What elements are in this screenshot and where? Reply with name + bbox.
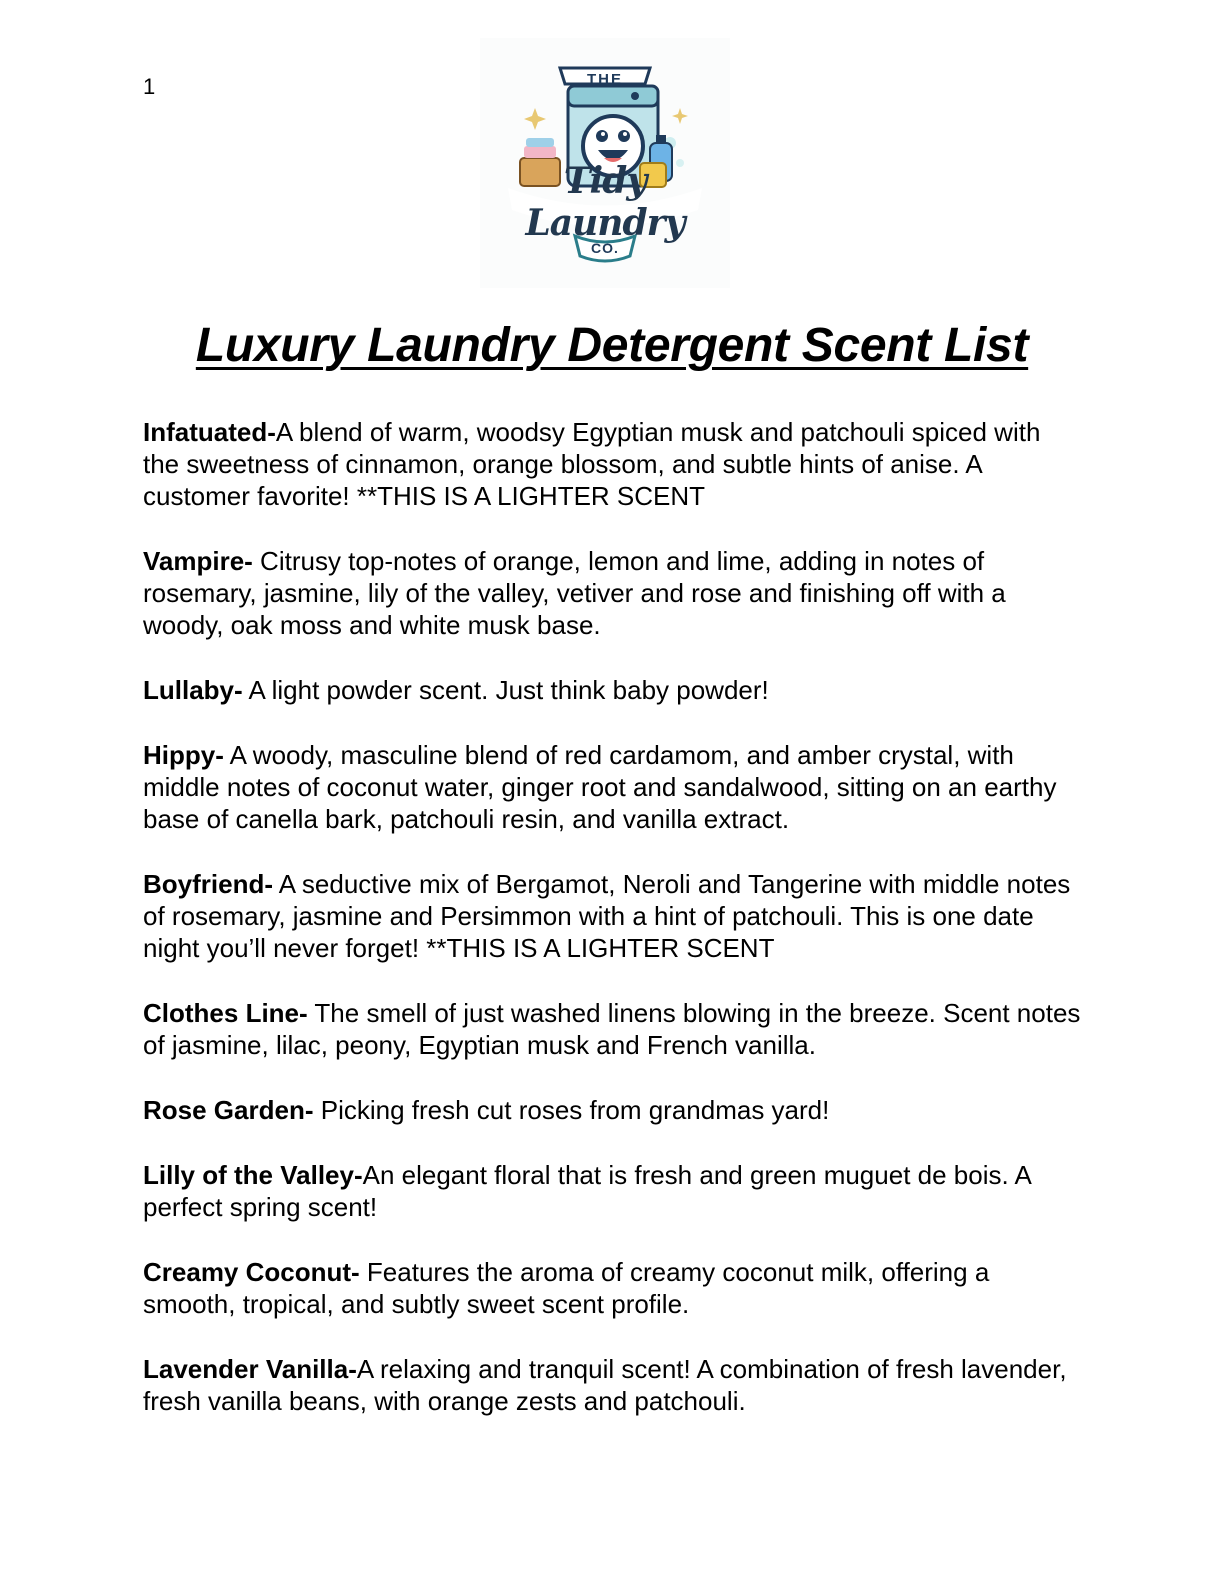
scent-name: Boyfriend- [143,869,273,899]
scent-name: Creamy Coconut- [143,1257,360,1287]
scent-description: Features the aroma of creamy coconut milk, offering a smooth, tropical, and subtly sweet scent profile. [143,1257,990,1319]
scent-name: Vampire- [143,546,253,576]
scent-name: Hippy- [143,740,224,770]
scent-description: A woody, masculine blend of red cardamom, and amber crystal, with middle notes of coconut water, ginger root and sandalwood, sitting on an earthy base of canella bark, patchouli resin, and vanilla extract. [143,740,1057,834]
scent-item [143,674,1083,706]
scent-description: Picking fresh cut roses from grandmas yard! [313,1095,830,1125]
scent-item [143,1256,1083,1320]
scent-item [143,997,1083,1061]
logo-top-text: THE [587,71,623,88]
scent-description: A light powder scent. Just think baby powder! [242,675,769,705]
scent-description: A seductive mix of Bergamot, Neroli and Tangerine with middle notes of rosemary, jasmine and Persimmon with a hint of patchouli. This is one date night you’ll never forget! **THIS IS A LIGHTER SCENT [143,869,1071,963]
scent-item [143,416,1083,512]
scent-name: Rose Garden- [143,1095,314,1125]
scent-item [143,1159,1083,1223]
scent-description: A relaxing and tranquil scent! A combination of fresh lavender, fresh vanilla beans, with orange zests and patchouli. [143,1354,1067,1416]
scent-name: Lavender Vanilla- [143,1354,357,1384]
logo-brand-text: Tidy Laundry [525,160,685,244]
scent-name: Clothes Line- [143,998,308,1028]
scent-item [143,1353,1083,1417]
scent-name: Lullaby- [143,675,243,705]
logo-bottom-text: CO. [591,240,619,256]
scent-name: Infatuated- [143,417,276,447]
scent-description: An elegant floral that is fresh and green muguet de bois. A perfect spring scent! [143,1160,1031,1222]
scent-description: The smell of just washed linens blowing in the breeze. Scent notes of jasmine, lilac, peony, Egyptian musk and French vanilla. [143,998,1081,1060]
scent-list [143,416,1083,1450]
page-number: 1 [143,74,156,99]
scent-description: A blend of warm, woodsy Egyptian musk and patchouli spiced with the sweetness of cinnamon, orange blossom, and subtle hints of anise. A customer favorite! **THIS IS A LIGHTER SCENT [143,417,1041,511]
scent-item [143,1094,1083,1126]
scent-item [143,739,1083,835]
scent-description: Citrusy top-notes of orange, lemon and lime, adding in notes of rosemary, jasmine, lily of the valley, vetiver and rose and finishing off with a woody, oak moss and white musk base. [143,546,1006,640]
scent-name: Lilly of the Valley- [143,1160,363,1190]
page-title: Luxury Laundry Detergent Scent List [195,319,1029,372]
scent-item [143,545,1083,641]
scent-item [143,868,1083,964]
